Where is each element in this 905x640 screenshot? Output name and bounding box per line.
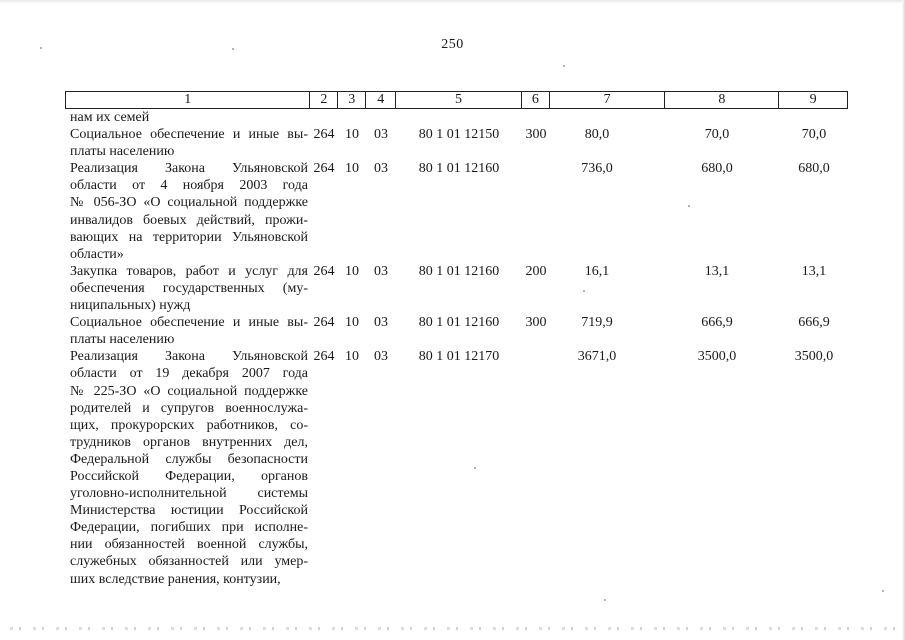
table-body bbox=[65, 109, 848, 588]
table-row bbox=[65, 126, 848, 160]
scan-speck bbox=[583, 290, 585, 292]
cell-col-5: 80 1 01 12170 bbox=[418, 349, 500, 365]
row-name-line: ших вследствие ранения, контузии, bbox=[70, 571, 281, 587]
cell-col-7: 719,9 bbox=[581, 315, 613, 331]
cell-col-9: 666,9 bbox=[798, 315, 830, 331]
cell-col-2 bbox=[310, 109, 338, 126]
cell-col-9: 13,1 bbox=[801, 263, 827, 279]
cell-col-9: 680,0 bbox=[798, 161, 830, 177]
row-name-line: Федеральной службы безопасности bbox=[70, 451, 308, 467]
table-header bbox=[65, 91, 848, 109]
row-name-line: Федерации, погибших при исполне- bbox=[70, 520, 308, 536]
row-name-line: инвалидов боевых действий, прожи- bbox=[70, 212, 308, 228]
row-name-line: № 056-ЗО «О социальной поддержке bbox=[70, 195, 308, 211]
cell-col-5: 80 1 01 12160 bbox=[418, 263, 500, 279]
cell-col-8: 3500,0 bbox=[697, 349, 737, 365]
cell-col-8: 666,9 bbox=[701, 315, 733, 331]
scan-speck bbox=[688, 205, 690, 207]
scan-bottom-noise bbox=[10, 627, 895, 630]
cell-col-1 bbox=[65, 160, 310, 263]
row-name-line: Министерства юстиции Российской bbox=[70, 503, 308, 519]
scan-speck bbox=[604, 599, 606, 601]
cell-col-1 bbox=[65, 263, 310, 314]
row-name-line: щих, прокурорских работников, со- bbox=[70, 417, 308, 433]
table-row bbox=[65, 263, 848, 314]
page-number: 250 bbox=[441, 37, 464, 52]
cell-col-2: 264 bbox=[313, 349, 335, 365]
cell-col-3: 10 bbox=[345, 315, 359, 331]
header-col-9: 9 bbox=[809, 92, 817, 107]
cell-col-4: 03 bbox=[374, 161, 388, 177]
cell-col-3: 10 bbox=[345, 161, 359, 177]
row-name-line: Реализация Закона Ульяновской bbox=[70, 161, 308, 177]
cell-col-2: 264 bbox=[313, 263, 335, 279]
cell-col-8: 13,1 bbox=[704, 263, 730, 279]
cell-col-6 bbox=[522, 160, 550, 263]
row-name-line: трудников органов внутренних дел, bbox=[70, 434, 308, 450]
cell-col-7: 736,0 bbox=[581, 161, 613, 177]
row-name-line: обеспечения государственных (му- bbox=[70, 280, 308, 296]
row-name-line: платы населению bbox=[70, 332, 175, 348]
cell-col-8 bbox=[666, 109, 780, 126]
row-name-line: вающих на территории Ульяновской bbox=[70, 229, 308, 245]
cell-col-4: 03 bbox=[374, 127, 388, 143]
header-col-6: 6 bbox=[522, 92, 550, 108]
cell-col-1 bbox=[65, 314, 310, 348]
header-col-1: 1 bbox=[66, 92, 310, 108]
row-name-line: ниципальных) нужд bbox=[70, 298, 191, 314]
cell-col-9: 70,0 bbox=[801, 127, 827, 143]
cell-col-6 bbox=[522, 348, 550, 587]
scan-speck bbox=[232, 48, 234, 50]
cell-col-7: 16,1 bbox=[584, 263, 610, 279]
row-name-line: платы населению bbox=[70, 144, 175, 160]
cell-col-1 bbox=[65, 109, 310, 126]
cell-col-6 bbox=[522, 109, 550, 126]
cell-col-9 bbox=[780, 109, 848, 126]
cell-col-7: 3671,0 bbox=[577, 349, 617, 365]
row-name-line: нам их семей bbox=[70, 110, 150, 125]
cell-col-1 bbox=[65, 126, 310, 160]
table-row bbox=[65, 160, 848, 263]
row-name-line: родителей и супругов военнослужа- bbox=[70, 400, 308, 416]
row-name-line: Реализация Закона Ульяновской bbox=[70, 349, 308, 365]
header-col-7: 7 bbox=[550, 92, 666, 108]
cell-col-2: 264 bbox=[313, 161, 335, 177]
header-col-3: 3 bbox=[338, 92, 366, 108]
table-row bbox=[65, 348, 848, 587]
scan-speck bbox=[474, 467, 476, 469]
scan-speck bbox=[882, 590, 884, 592]
cell-col-4 bbox=[366, 109, 396, 126]
cell-col-6: 300 bbox=[525, 315, 547, 331]
cell-col-8: 680,0 bbox=[701, 161, 733, 177]
cell-col-5 bbox=[396, 109, 522, 126]
row-name-line: области» bbox=[70, 246, 124, 262]
header-col-8: 8 bbox=[665, 92, 779, 108]
row-name-line: Закупка товаров, работ и услуг для bbox=[70, 263, 308, 279]
cell-col-3 bbox=[338, 109, 366, 126]
cell-col-5: 80 1 01 12160 bbox=[418, 161, 500, 177]
cell-col-4: 03 bbox=[374, 263, 388, 279]
cell-col-6: 200 bbox=[525, 263, 547, 279]
cell-col-4: 03 bbox=[374, 349, 388, 365]
cell-col-8: 70,0 bbox=[704, 127, 730, 143]
cell-col-9: 3500,0 bbox=[794, 349, 834, 365]
cell-col-3: 10 bbox=[345, 127, 359, 143]
row-name-line: № 225-ЗО «О социальной поддержке bbox=[70, 383, 308, 399]
row-name-line: области от 19 декабря 2007 года bbox=[70, 366, 308, 382]
cell-col-5: 80 1 01 12160 bbox=[418, 315, 500, 331]
cell-col-7: 80,0 bbox=[584, 127, 610, 143]
cell-col-2: 264 bbox=[313, 127, 335, 143]
cell-col-1 bbox=[65, 348, 310, 587]
row-name-line: Российской Федерации, органов bbox=[70, 468, 308, 484]
scan-speck bbox=[40, 47, 42, 49]
row-name-line: Социальное обеспечение и иные вы- bbox=[70, 315, 308, 331]
scan-speck bbox=[563, 65, 565, 67]
header-col-4: 4 bbox=[366, 92, 396, 108]
table-row bbox=[65, 109, 848, 126]
scan-edge-top bbox=[0, 0, 905, 4]
cell-col-2: 264 bbox=[313, 315, 335, 331]
cell-col-5: 80 1 01 12150 bbox=[418, 127, 500, 143]
row-name-line: Социальное обеспечение и иные вы- bbox=[70, 127, 308, 143]
header-col-2: 2 bbox=[310, 92, 338, 108]
cell-col-3: 10 bbox=[345, 263, 359, 279]
header-col-5: 5 bbox=[396, 92, 522, 108]
row-name-line: нии обязанностей военной службы, bbox=[70, 537, 308, 553]
row-name-line: области от 4 ноября 2003 года bbox=[70, 178, 308, 194]
cell-col-6: 300 bbox=[525, 127, 547, 143]
cell-col-4: 03 bbox=[374, 315, 388, 331]
row-name-line: служебных обязанностей или умер- bbox=[70, 554, 308, 570]
table-row bbox=[65, 314, 848, 348]
row-name-line: уголовно-исполнительной системы bbox=[70, 486, 308, 502]
cell-col-7 bbox=[550, 109, 666, 126]
cell-col-3: 10 bbox=[345, 349, 359, 365]
